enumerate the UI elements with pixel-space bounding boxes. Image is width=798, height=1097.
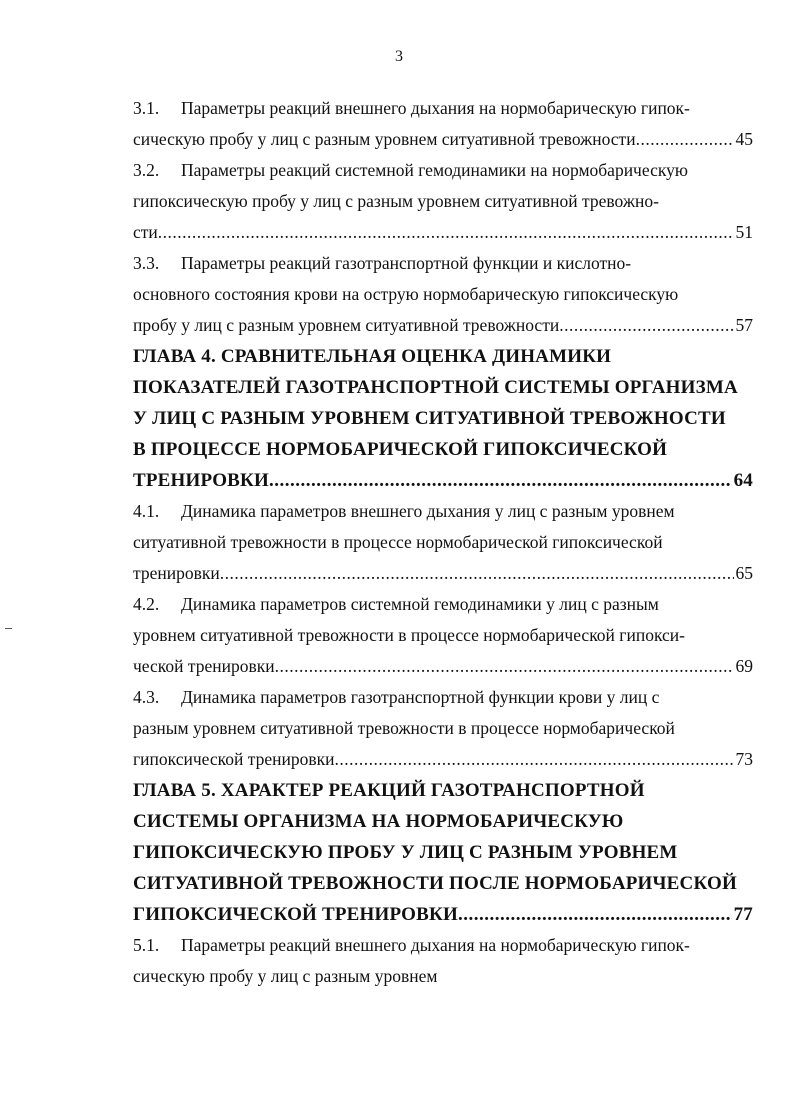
toc-leader-dots (275, 651, 734, 682)
toc-leader-dots (158, 217, 734, 248)
toc-line (133, 899, 753, 930)
toc-line (133, 186, 753, 217)
toc-line (133, 682, 753, 713)
toc-entry-text: тренировки (133, 563, 220, 583)
toc-entry-text: В ПРОЦЕССЕ НОРМОБАРИЧЕСКОЙ ГИПОКСИЧЕСКОЙ (133, 439, 668, 460)
toc-entry-text: ГЛАВА 5. ХАРАКТЕР РЕАКЦИЙ ГАЗОТРАНСПОРТНОЙ (133, 780, 645, 801)
toc-entry (133, 589, 753, 682)
toc-line (133, 341, 753, 372)
toc-entry-text: сическую пробу у лиц с разным уровнем (133, 966, 438, 986)
toc-entry-text: ГИПОКСИЧЕСКУЮ ПРОБУ У ЛИЦ С РАЗНЫМ УРОВНЕМ (133, 842, 678, 863)
toc-line (133, 961, 753, 992)
toc-entry-number: 3.1. (133, 98, 160, 118)
toc-entry-number: 5.1. (133, 935, 160, 955)
toc-line (133, 124, 753, 155)
toc-entry-text: ТРЕНИРОВКИ (133, 470, 270, 491)
toc-line (133, 279, 753, 310)
toc-page-number: 65 (735, 563, 753, 583)
toc-entry-text: СИТУАТИВНОЙ ТРЕВОЖНОСТИ ПОСЛЕ НОРМОБАРИЧЕСКОЙ (133, 873, 737, 894)
toc-entry-text: разным уровнем ситуативной тревожности в процессе нормобарической (133, 718, 675, 738)
toc-line (133, 775, 753, 806)
toc-entry-text: ГИПОКСИЧЕСКОЙ ТРЕНИРОВКИ (133, 904, 458, 925)
toc-line (133, 155, 753, 186)
toc-entry-text: гипоксической тренировки (133, 749, 335, 769)
toc-entry-text: уровнем ситуативной тревожности в процессе нормобарической гипокси- (133, 625, 685, 645)
toc-line (133, 806, 753, 837)
toc-entry-text: Динамика параметров внешнего дыхания у лиц с разным уровнем (181, 501, 675, 521)
toc-entry (133, 496, 753, 589)
toc-line (133, 496, 753, 527)
toc-entry-text: пробу у лиц с разным уровнем ситуативной тревожности (133, 315, 560, 335)
toc-entry-number: 4.3. (133, 687, 160, 707)
toc-leader-dots (269, 465, 732, 496)
toc-line (133, 744, 753, 775)
toc-entry-text: Параметры реакций внешнего дыхания на нормобарическую гипок- (181, 935, 690, 955)
toc-entry-text: основного состояния крови на острую нормобарическую гипоксическую (133, 284, 679, 304)
toc-page-number: 64 (733, 470, 753, 491)
table-of-contents (133, 93, 753, 992)
toc-line (133, 713, 753, 744)
toc-entry-text: Параметры реакций системной гемодинамики на нормобарическую (181, 160, 688, 180)
toc-entry-text: сическую пробу у лиц с разным уровнем ситуативной тревожности (133, 129, 636, 149)
toc-entry-text: У ЛИЦ С РАЗНЫМ УРОВНЕМ СИТУАТИВНОЙ ТРЕВОЖНОСТИ (133, 408, 726, 429)
toc-entry-text: Параметры реакций газотранспортной функции и кислотно- (181, 253, 632, 273)
toc-line (133, 310, 753, 341)
toc-page-number: 73 (735, 749, 753, 769)
toc-line (133, 527, 753, 558)
toc-entry-number: 3.2. (133, 160, 160, 180)
toc-line (133, 403, 753, 434)
toc-entry (133, 682, 753, 775)
toc-entry-text: Динамика параметров системной гемодинамики у лиц с разным (181, 594, 659, 614)
toc-entry-text: ПОКАЗАТЕЛЕЙ ГАЗОТРАНСПОРТНОЙ СИСТЕМЫ ОРГАНИЗМА (133, 377, 738, 398)
toc-leader-dots (636, 124, 734, 155)
toc-entry (133, 248, 753, 341)
toc-line (133, 620, 753, 651)
toc-entry-text: сти (133, 222, 158, 242)
page-number: 3 (395, 48, 403, 65)
toc-entry-text: ческой тренировки (133, 656, 275, 676)
toc-entry (133, 155, 753, 248)
toc-page-number: 77 (733, 904, 753, 925)
toc-chapter (133, 775, 753, 930)
toc-line (133, 589, 753, 620)
toc-line (133, 558, 753, 589)
toc-page-number: 57 (735, 315, 753, 335)
toc-leader-dots (559, 310, 733, 341)
toc-chapter (133, 341, 753, 496)
toc-entry (133, 93, 753, 155)
toc-entry-text: гипоксическую пробу у лиц с разным уровнем ситуативной тревожно- (133, 191, 659, 211)
toc-entry-text: Параметры реакций внешнего дыхания на нормобарическую гипок- (181, 98, 690, 118)
toc-leader-dots (220, 558, 734, 589)
toc-entry (133, 930, 753, 992)
toc-line (133, 248, 753, 279)
toc-entry-text: ситуативной тревожности в процессе нормобарической гипоксической (133, 532, 663, 552)
toc-line (133, 651, 753, 682)
toc-line (133, 217, 753, 248)
margin-mark (5, 628, 12, 629)
toc-leader-dots (458, 899, 732, 930)
toc-entry-text: СИСТЕМЫ ОРГАНИЗМА НА НОРМОБАРИЧЕСКУЮ (133, 811, 624, 832)
toc-page-number: 69 (735, 656, 753, 676)
toc-line (133, 434, 753, 465)
toc-entry-text: ГЛАВА 4. СРАВНИТЕЛЬНАЯ ОЦЕНКА ДИНАМИКИ (133, 346, 612, 367)
toc-line (133, 868, 753, 899)
toc-line (133, 93, 753, 124)
toc-entry-number: 3.3. (133, 253, 160, 273)
toc-line (133, 465, 753, 496)
toc-entry-number: 4.1. (133, 501, 160, 521)
toc-line (133, 930, 753, 961)
toc-page-number: 51 (735, 222, 753, 242)
toc-line (133, 372, 753, 403)
toc-page-number: 45 (735, 129, 753, 149)
toc-line (133, 837, 753, 868)
toc-entry-number: 4.2. (133, 594, 160, 614)
toc-leader-dots (334, 744, 733, 775)
toc-entry-text: Динамика параметров газотранспортной функции крови у лиц с (181, 687, 660, 707)
